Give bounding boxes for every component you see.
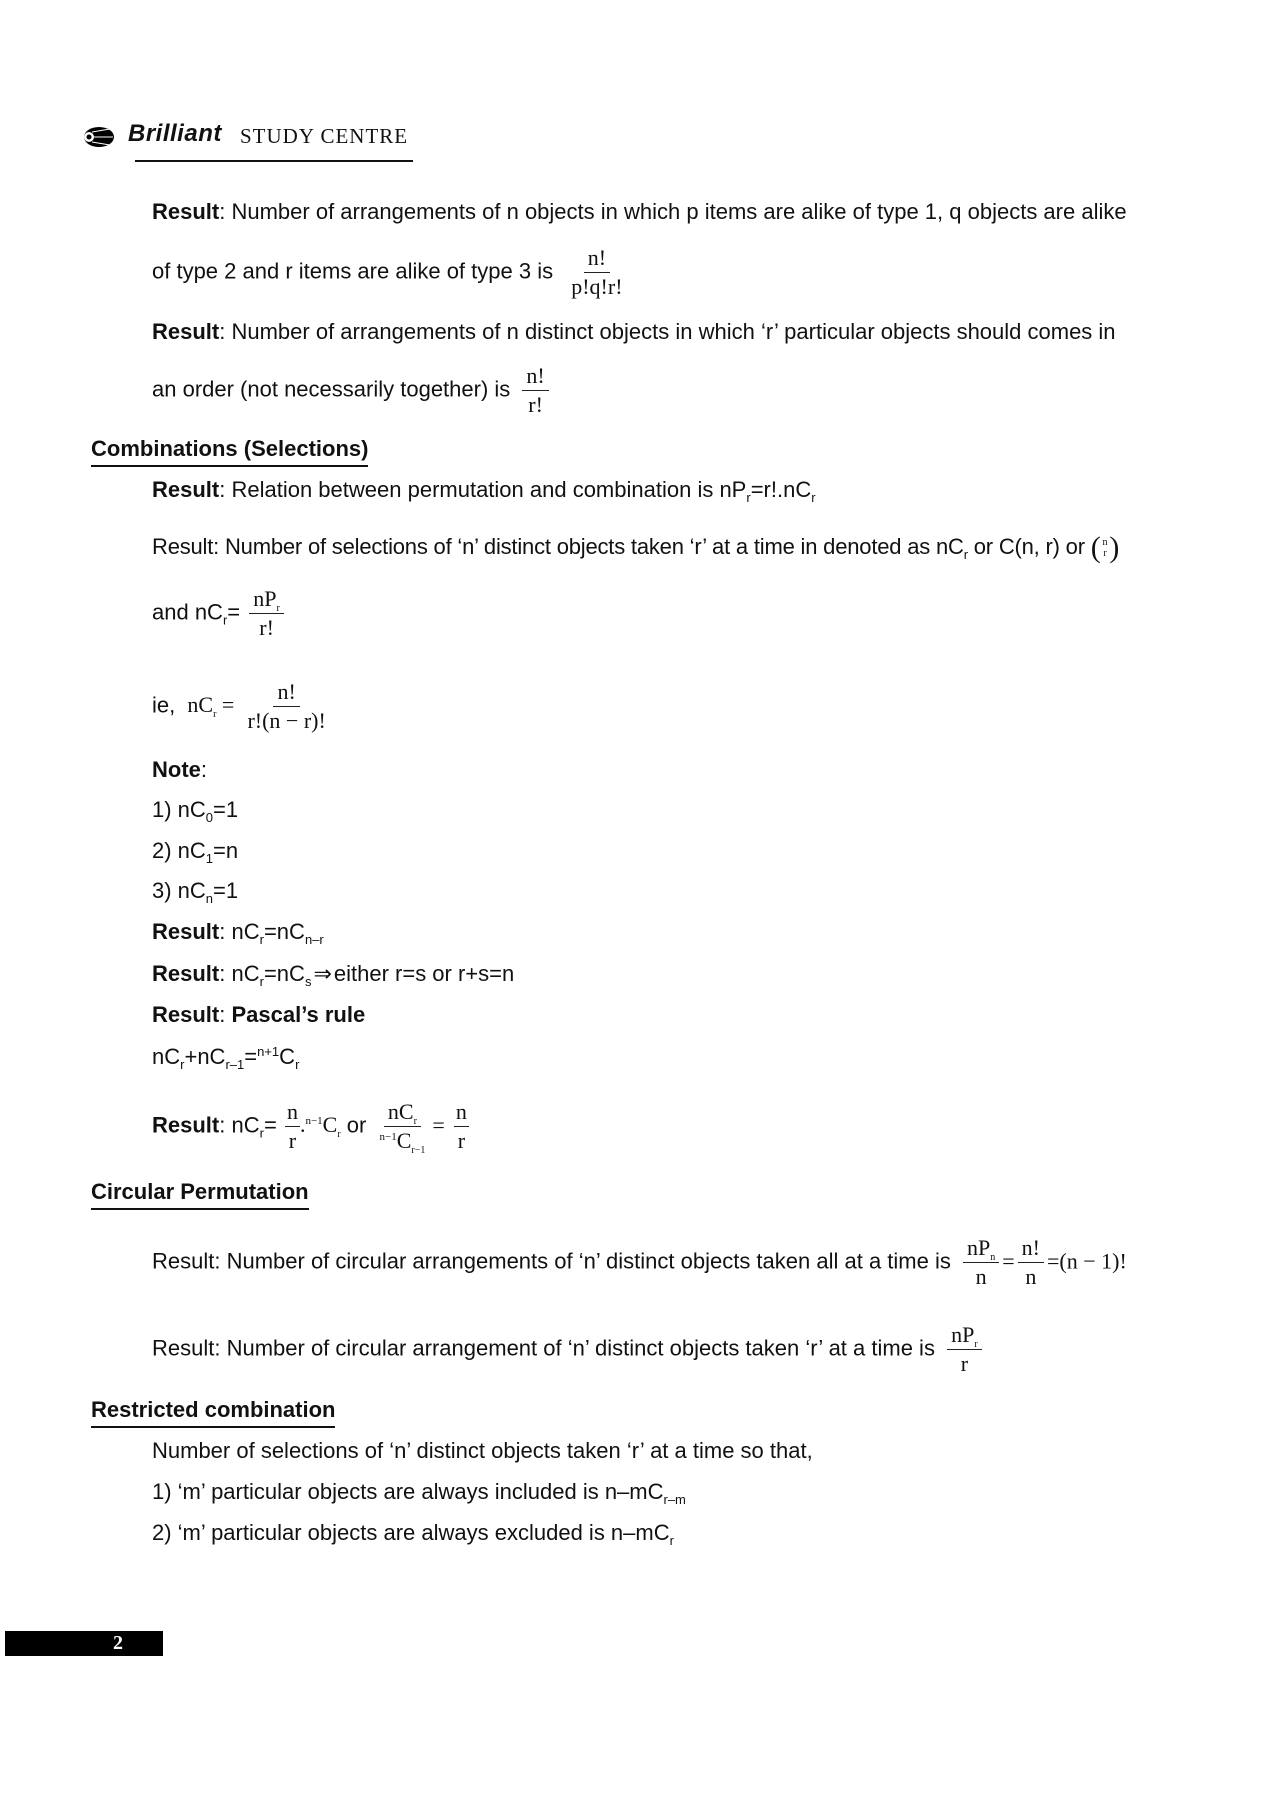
note-heading (152, 757, 207, 783)
page-number-bar (5, 1631, 163, 1656)
subscript: r (295, 1057, 300, 1072)
subscript: r (222, 612, 228, 628)
note-label: Note (152, 757, 201, 782)
formula-pascal-rule (152, 1044, 299, 1070)
fraction (947, 1323, 982, 1376)
note-text: =n (213, 838, 239, 863)
subscript: r (259, 932, 264, 947)
fraction (567, 246, 626, 299)
result-label: Result (152, 961, 220, 986)
result-text: : Number of arrangements of n objects in which p items are alike of type 1, q objects are alike (219, 199, 1127, 224)
result-colon: : (219, 1002, 232, 1027)
formula-text: = (227, 599, 241, 625)
section-heading-restricted-combination: Restricted combination (91, 1397, 335, 1428)
subscript: 0 (205, 810, 214, 825)
result-title: Pascal’s rule (231, 1002, 366, 1027)
numerator: n (285, 1100, 300, 1127)
formula-lhs (187, 692, 235, 721)
result-label: Result (152, 1112, 220, 1138)
result-ratio-formula (152, 1099, 472, 1156)
result-text: or C(n, r) or (967, 533, 1085, 559)
subscript: r (180, 1057, 185, 1072)
section-heading-circular-permutation: Circular Permutation (91, 1179, 309, 1210)
denominator: r!(n − r)! (247, 708, 326, 733)
formula-text: nC (187, 692, 214, 718)
equals-sign: = (221, 692, 235, 718)
result-ordered-objects-line1 (152, 319, 1116, 345)
numerator-text: nP (966, 1235, 991, 1260)
result-text: =nC (263, 919, 305, 944)
binomial-top: n (1102, 537, 1108, 548)
note-item (152, 878, 238, 904)
denominator: r! (259, 615, 274, 640)
subscript: r (259, 1125, 264, 1141)
numerator (947, 1323, 982, 1350)
fraction (454, 1100, 469, 1153)
subscript: r–m (663, 1492, 686, 1507)
page-number: 2 (113, 1632, 123, 1654)
result-ordered-objects-line2 (152, 364, 552, 417)
result-text: : nC (219, 919, 260, 944)
result-label: Result (152, 199, 220, 224)
numerator (249, 587, 284, 614)
numerator: n! (584, 246, 610, 273)
note-text: 3) nC (152, 878, 206, 903)
formula-text: or (340, 1112, 373, 1138)
denominator: r (960, 1351, 969, 1376)
subscript: r (337, 1129, 341, 1141)
denominator: n (975, 1264, 987, 1289)
superscript: n−1 (305, 1115, 323, 1128)
result-text: =r!.nC (750, 477, 812, 502)
note-text: 1) nC (152, 797, 206, 822)
subscript: r (259, 974, 264, 989)
result-label: Result (152, 1002, 220, 1027)
fraction (963, 1236, 999, 1289)
implies-arrow-icon: ⇒ (313, 961, 332, 986)
subscript: r−1 (411, 1145, 426, 1156)
restricted-item-text: 1) ‘m’ particular objects are always included is n–mC (152, 1479, 664, 1504)
binomial-notation: ( n r ) (1090, 531, 1120, 564)
fraction (285, 1100, 300, 1153)
denominator: r! (528, 392, 543, 417)
numerator: n (454, 1100, 469, 1127)
restricted-item (152, 1479, 686, 1505)
brand-name: Brilliant (128, 120, 222, 147)
result-text: Result: Number of circular arrangement of ‘n’ distinct objects taken ‘r’ at a time is (152, 1335, 935, 1361)
result-text: =nC (263, 961, 305, 986)
result-label: Result (152, 477, 220, 502)
restricted-item-text: 2) ‘m’ particular objects are always excluded is n–mC (152, 1520, 670, 1545)
restricted-intro: Number of selections of ‘n’ distinct objects taken ‘r’ at a time so that, (152, 1438, 813, 1463)
result-alike-objects-line1 (152, 199, 1127, 225)
result-circular-all (152, 1236, 1127, 1289)
numerator (963, 1236, 999, 1263)
result-alike-objects-line2 (152, 246, 630, 299)
fraction (243, 680, 329, 733)
result-circular-r (152, 1323, 985, 1376)
result-text: Result: Number of circular arrangements of ‘n’ distinct objects taken all at a time is (152, 1248, 951, 1274)
fraction (522, 364, 548, 417)
denominator: r (457, 1128, 466, 1153)
formula-text: +nC (184, 1044, 226, 1069)
result-text: : Relation between permutation and combination is nP (219, 477, 747, 502)
formula-text: nC (152, 1044, 181, 1069)
formula-ncr-from-npr (152, 587, 287, 640)
denominator: p!q!r! (571, 274, 623, 299)
denominator-text: C (396, 1128, 412, 1153)
subscript: r (669, 1533, 674, 1548)
result-text: either r=s or r+s=n (333, 961, 515, 986)
superscript: n−1 (379, 1131, 397, 1143)
result-symmetry (152, 919, 324, 945)
subscript: r–1 (225, 1057, 245, 1072)
brand-subtitle: STUDY CENTRE (240, 124, 409, 148)
numerator (384, 1100, 421, 1127)
subscript: r (213, 709, 217, 721)
dot: . (299, 1112, 306, 1138)
denominator (375, 1127, 429, 1156)
subscript: r (811, 490, 816, 505)
note-text: 2) nC (152, 838, 206, 863)
subscript: 1 (205, 851, 214, 866)
note-text: =1 (213, 878, 239, 903)
numerator: n! (522, 364, 548, 391)
result-equal-combinations (152, 961, 514, 987)
subscript: r (963, 546, 968, 562)
note-item (152, 838, 238, 864)
formula-text: ie, (152, 692, 176, 718)
subscript: n–r (304, 932, 324, 947)
result-selection-notation (152, 533, 1119, 563)
denominator: n (1025, 1264, 1037, 1289)
subscript: r (974, 1339, 978, 1350)
superscript: n+1 (257, 1044, 280, 1059)
result-text: Result: Number of selections of ‘n’ distinct objects taken ‘r’ at a time in denoted as nC (152, 533, 964, 559)
fraction (1018, 1236, 1044, 1289)
denominator: r (288, 1128, 297, 1153)
fraction (249, 587, 284, 640)
result-text: of type 2 and r items are alike of type 3 is (152, 258, 554, 284)
result-label: Result (152, 919, 220, 944)
formula-ncr-factorial (152, 680, 333, 733)
formula-text: = (244, 1044, 258, 1069)
subscript: r (413, 1116, 417, 1127)
result-text: : Number of arrangements of n distinct objects in which ‘r’ particular objects should comes in (219, 319, 1116, 344)
restricted-item (152, 1520, 674, 1546)
numerator: n! (1018, 1236, 1044, 1263)
subscript: r (276, 603, 280, 614)
note-colon: : (200, 757, 208, 782)
numerator-text: nP (951, 1322, 975, 1347)
subscript: r (746, 490, 751, 505)
result-text: : nC (219, 1112, 260, 1138)
note-item (152, 797, 238, 823)
formula-result: (n − 1)! (1059, 1248, 1127, 1274)
brilliant-logo-icon (82, 126, 114, 148)
note-text: =1 (213, 797, 239, 822)
result-text: an order (not necessarily together) is (152, 376, 511, 402)
binomial-bottom: r (1103, 548, 1107, 559)
subscript: n (205, 891, 214, 906)
numerator-text: nP (253, 586, 277, 611)
result-label: Result (152, 319, 220, 344)
result-relation (152, 477, 816, 503)
header-divider (135, 160, 413, 162)
equals-sign: = (432, 1112, 445, 1138)
numerator: n! (273, 680, 299, 707)
subscript: s (304, 974, 312, 989)
result-text: : nC (219, 961, 260, 986)
equals-sign: = (1046, 1248, 1060, 1274)
formula-text: C (322, 1112, 338, 1138)
subscript: n (990, 1252, 996, 1263)
fraction (375, 1099, 429, 1156)
result-pascal-heading (152, 1002, 365, 1028)
formula-text: C (279, 1044, 296, 1069)
section-heading-combinations: Combinations (Selections) (91, 436, 368, 467)
equals-sign: = (263, 1112, 277, 1138)
numerator-text: nC (387, 1099, 414, 1124)
formula-term (299, 1112, 341, 1141)
equals-sign: = (1002, 1248, 1015, 1274)
formula-text: and nC (152, 599, 223, 625)
